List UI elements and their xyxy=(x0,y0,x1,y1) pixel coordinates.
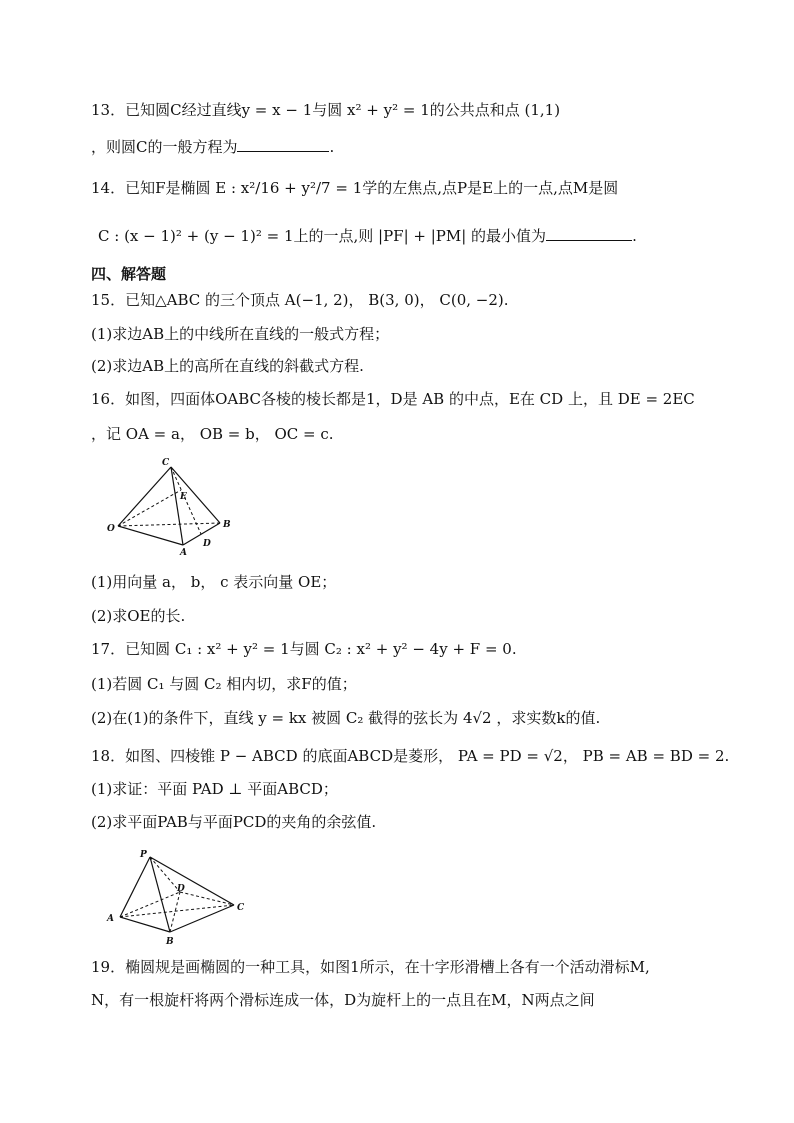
label-a: A xyxy=(107,914,114,924)
edge-co xyxy=(118,467,171,526)
label-p: P xyxy=(140,850,147,860)
edge-bc xyxy=(170,905,234,932)
label-b: B xyxy=(223,520,231,530)
q17-part2: (2)在(1)的条件下，直线 y = kx 被圆 C₂ 截得的弦长为 4√2 ，求实数k的值. xyxy=(91,709,601,727)
label-e: E xyxy=(180,492,187,502)
label-c: C xyxy=(162,458,170,468)
q13-answer-blank xyxy=(237,137,329,152)
edge-ab xyxy=(120,917,170,932)
label-d: D xyxy=(203,539,211,549)
q13-line1: 13．已知圆C经过直线y = x − 1与圆 x² + y² = 1的公共点和点 (1,1) xyxy=(91,101,561,119)
q14-line1: 14．已知F是椭圆 E : x²/16 + y²/7 = 1学的左焦点,点P是E上的一点,点M是圆 xyxy=(91,179,619,197)
label-b: B xyxy=(166,937,174,947)
edge-ob-hidden xyxy=(118,523,220,526)
pyramid-figure xyxy=(100,847,250,949)
q18-part1: (1)求证：平面 PAD ⊥ 平面ABCD； xyxy=(91,780,338,798)
q13-line2 xyxy=(91,137,334,157)
segment-oe-hidden xyxy=(118,490,181,526)
q17-stem: 17．已知圆 C₁ : x² + y² = 1与圆 C₂ : x² + y² − 4y + F = 0. xyxy=(91,640,517,658)
q14-line2-end: . xyxy=(632,227,637,245)
q14-line2 xyxy=(98,226,637,246)
edge-pb xyxy=(150,857,170,932)
segment-ac-hidden xyxy=(120,905,234,917)
q13-line2-text: ，则圆C的一般方程为 xyxy=(91,138,238,156)
edge-oa xyxy=(118,526,183,545)
edge-pc xyxy=(150,857,234,905)
section-title: 四、解答题 xyxy=(91,265,167,283)
q15-part2: (2)求边AB上的高所在直线的斜截式方程. xyxy=(91,357,364,375)
q16-line1: 16．如图，四面体OABC各棱的棱长都是1，D是 AB 的中点，E在 CD 上，且 DE = 2EC xyxy=(91,390,695,408)
label-d: D xyxy=(177,884,185,894)
edge-ab xyxy=(183,523,220,545)
q17-part1: (1)若圆 C₁ 与圆 C₂ 相内切，求F的值； xyxy=(91,675,357,693)
label-o: O xyxy=(107,524,115,534)
q19-line2: N，有一根旋杆将两个滑标连成一体，D为旋杆上的一点且在M，N两点之间 xyxy=(91,991,595,1009)
edge-pa xyxy=(120,857,150,917)
q13-line2-end: . xyxy=(329,138,335,156)
q18-stem: 18．如图、四棱锥 P − ABCD 的底面ABCD是菱形， PA = PD = √2， PB = AB = BD = 2. xyxy=(91,747,730,765)
q14-line2-text: C : (x − 1)² + (y − 1)² = 1上的一点,则 |PF| + |PM| 的最小值为 xyxy=(98,227,547,245)
q14-answer-blank xyxy=(546,226,632,241)
edge-dc-hidden xyxy=(180,892,234,905)
q16-part1: (1)用向量 a， b， c 表示向量 OE； xyxy=(91,573,337,591)
q15-part1: (1)求边AB上的中线所在直线的一般式方程； xyxy=(91,325,390,343)
q16-part2: (2)求OE的长. xyxy=(91,607,186,625)
edge-ad-hidden xyxy=(120,892,180,917)
q19-line1: 19．椭圆规是画椭圆的一种工具，如图1所示，在十字形滑槽上各有一个活动滑标M, xyxy=(91,958,650,976)
label-c: C xyxy=(237,903,245,913)
q18-part2: (2)求平面PAB与平面PCD的夹角的余弦值. xyxy=(91,813,377,831)
q15-stem: 15．已知△ABC 的三个顶点 A(−1, 2)， B(3, 0)， C(0, −2). xyxy=(91,291,509,309)
q16-line2: ，记 OA = a， OB = b， OC = c. xyxy=(91,425,334,443)
label-a: A xyxy=(180,548,187,558)
tetrahedron-figure xyxy=(100,454,250,562)
